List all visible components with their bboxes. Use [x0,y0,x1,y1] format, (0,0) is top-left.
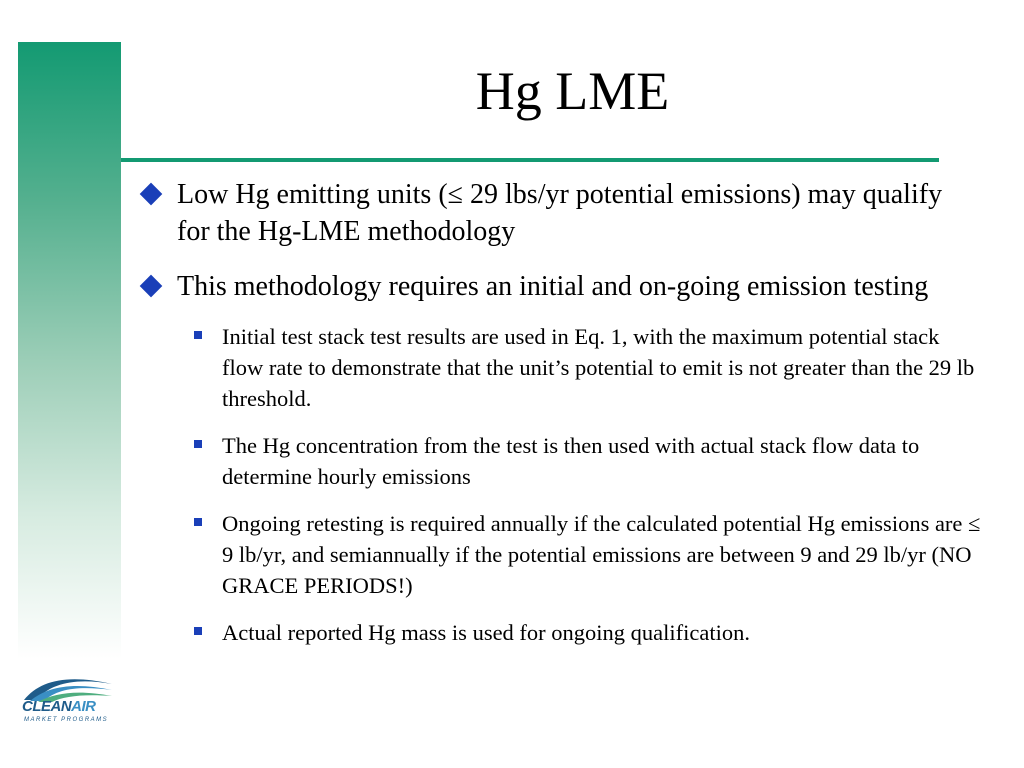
slide-title: Hg LME [475,61,670,121]
diamond-bullet-icon [140,183,163,206]
logo-subtitle: MARKET PROGRAMS [24,717,109,723]
square-bullet-icon [194,627,202,635]
sidebar-gradient-bar [18,42,121,768]
sub-bullet-text: Initial test stack test results are used in Eq. 1, with the maximum potential stack flow rate to demonstrate that the unit’s potential to emit is not greater than the 29 lb threshold. [222,324,975,411]
square-bullet-icon [194,331,202,339]
title-divider [121,158,939,162]
bullet-item [140,176,975,250]
square-bullet-icon [194,518,202,526]
sub-bullet-item [222,508,982,601]
sub-bullet-item [222,617,982,648]
diamond-bullet-icon [140,275,163,298]
sub-bullet-text: The Hg concentration from the test is then used with actual stack flow data to determine hourly emissions [222,433,920,489]
sub-bullet-item [222,321,982,414]
square-bullet-icon [194,440,202,448]
bullet-text: This methodology requires an initial and on-going emission testing [177,271,929,302]
clean-air-logo [18,672,116,732]
bullet-list [140,176,981,664]
sub-bullet-text: Actual reported Hg mass is used for ongoing qualification. [222,620,751,645]
sub-bullet-item [222,430,982,492]
logo-wordmark: CLEANAIR [22,698,96,715]
bullet-text: Low Hg emitting units (≤ 29 lbs/yr potential emissions) may qualify for the Hg-LME methodology [177,179,943,247]
sub-bullet-text: Ongoing retesting is required annually if the calculated potential Hg emissions are ≤ 9 lb/yr, and semiannually if the potential emissions are between 9 and 29 lb/yr (NO GRACE PERIODS!) [222,511,981,598]
bullet-item [140,268,975,305]
